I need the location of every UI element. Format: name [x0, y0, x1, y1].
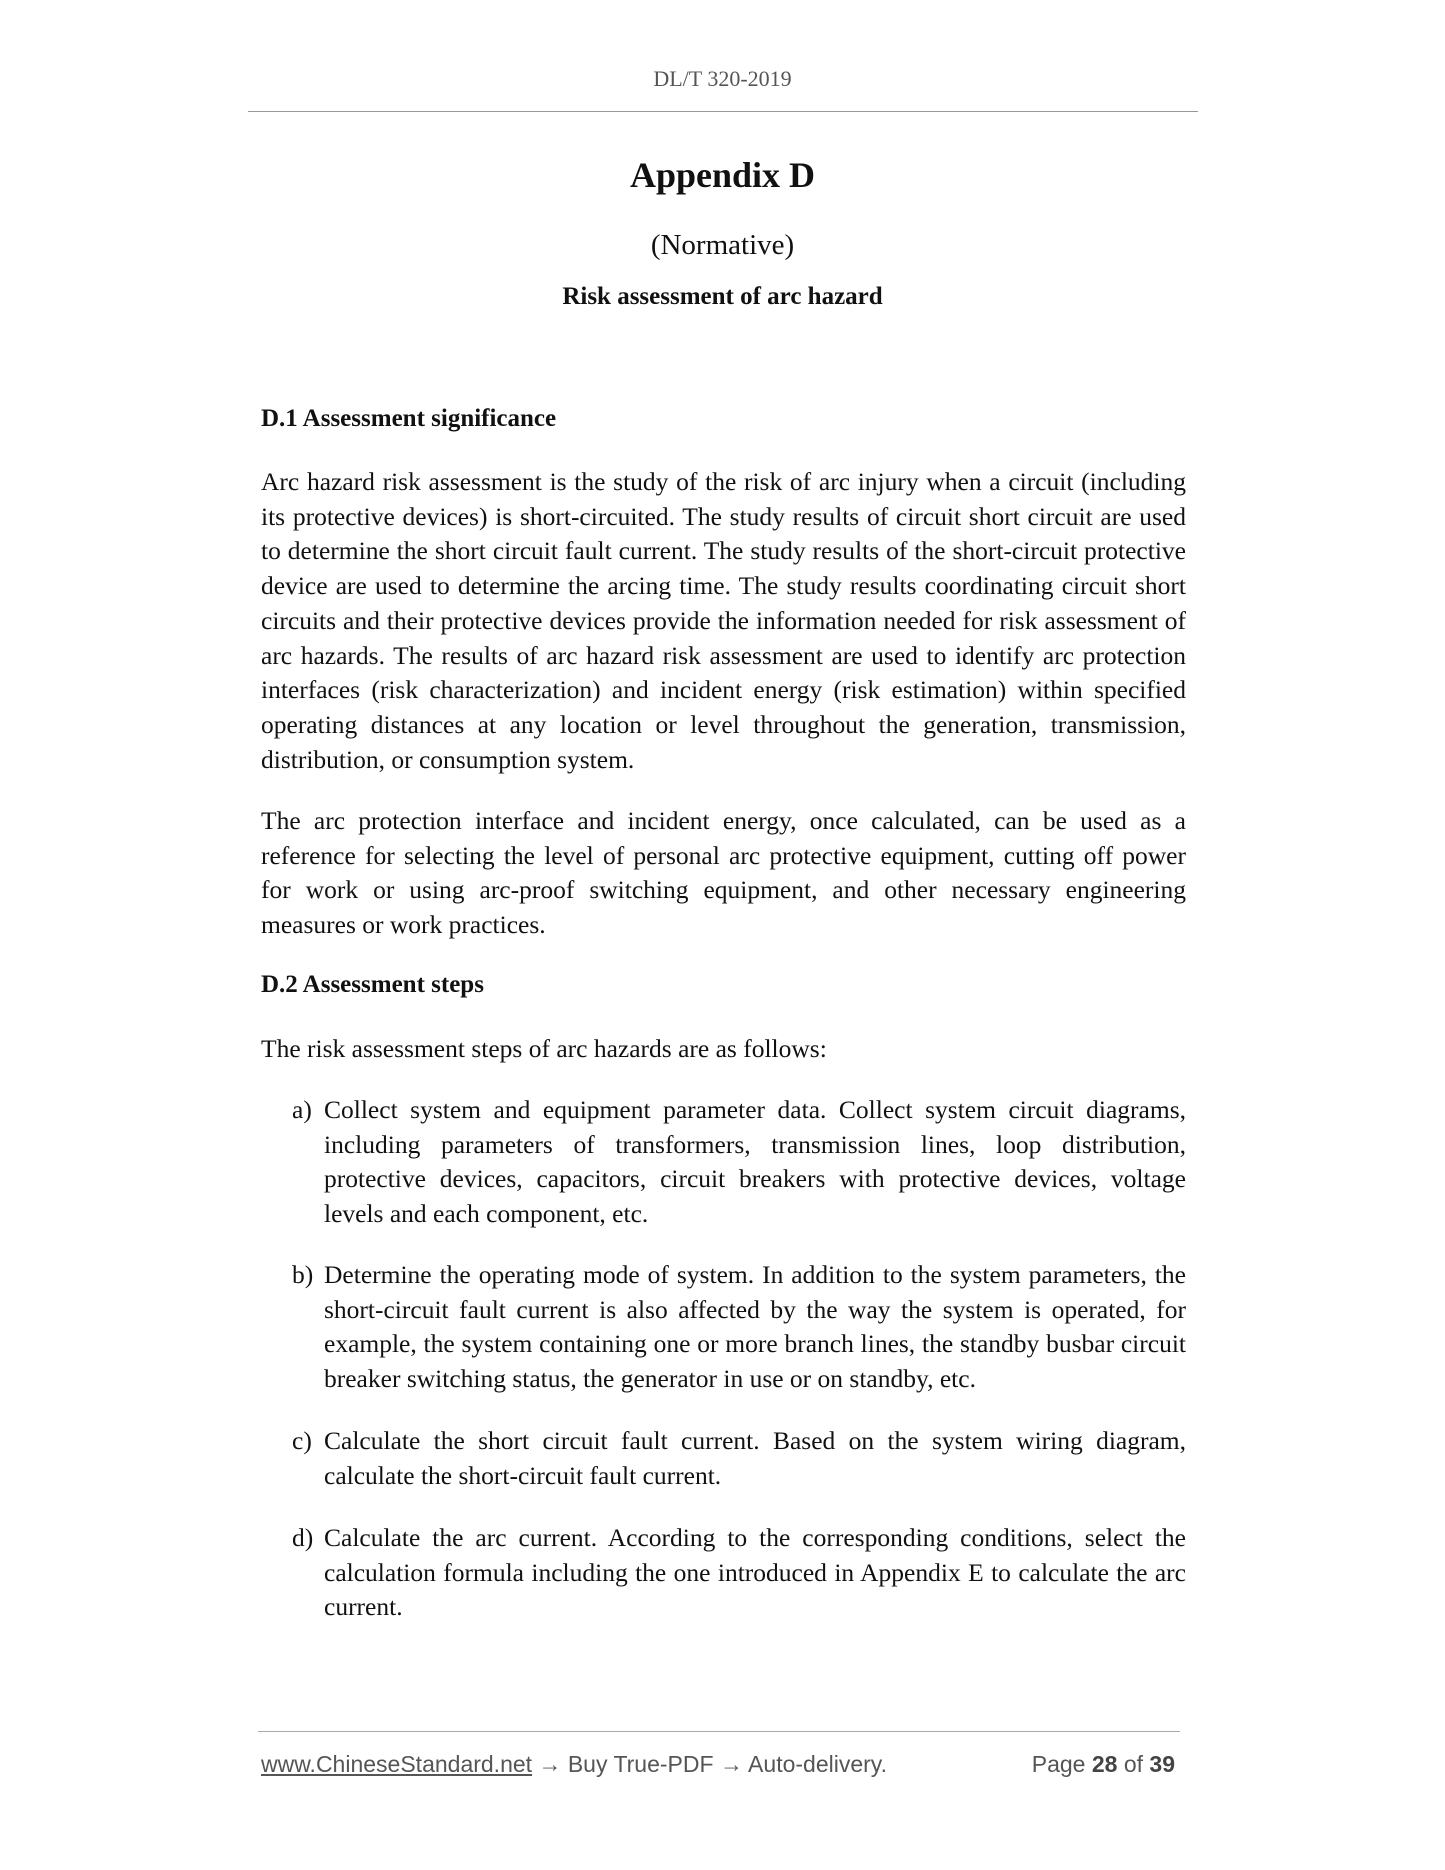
document-id-header: DL/T 320-2019	[653, 66, 792, 91]
total-pages: 39	[1149, 1751, 1175, 1777]
website-link[interactable]: www.ChineseStandard.net	[261, 1751, 533, 1777]
list-item	[292, 1521, 1186, 1625]
footer-promo	[261, 1751, 887, 1778]
appendix-subtitle: (Normative)	[650, 229, 795, 261]
current-page: 28	[1091, 1751, 1118, 1777]
list-text: Calculate the arc current. According to the corresponding conditions, select the calculation formula including the one introduced in Appendix E to calculate the arc current.	[324, 1523, 1186, 1622]
list-item	[292, 1424, 1186, 1493]
footer	[261, 1751, 1181, 1778]
appendix-heading: Risk assessment of arc hazard	[562, 283, 883, 310]
section-heading-d1: D.1 Assessment significance	[261, 405, 557, 432]
list-text: Calculate the short circuit fault current. Based on the system wiring diagram, calculate the short-circuit fault current.	[324, 1426, 1186, 1490]
list-item	[292, 1258, 1186, 1397]
section-heading-d2: D.2 Assessment steps	[261, 971, 484, 998]
list-label: a)	[292, 1095, 312, 1124]
list-item	[292, 1093, 1186, 1232]
list-text: Determine the operating mode of system. In addition to the system parameters, the short-circuit fault current is also affected by the way the system is operated, for example, the system containing one or more branch lines, the standby busbar circuit breaker switching status, the generator in use or on standby, etc.	[324, 1260, 1186, 1394]
list-label: c)	[292, 1426, 312, 1455]
footer-divider	[258, 1731, 1180, 1732]
page-label: Page	[1031, 1751, 1086, 1777]
header-divider	[248, 111, 1198, 112]
paragraph: The risk assessment steps of arc hazards are as follows:	[261, 1034, 827, 1063]
page-number	[1032, 1751, 1181, 1778]
list-text: Collect system and equipment parameter data. Collect system circuit diagrams, including parameters of transformers, transmission lines, loop distribution, protective devices, capacitors, circuit breakers with protective devices, voltage levels and each component, etc.	[324, 1095, 1186, 1229]
paragraph: The arc protection interface and incident energy, once calculated, can be used as a reference for selecting the level of personal arc protective equipment, cutting off power for work or using arc-proof switching equipment, and other necessary engineering measures or work practices.	[261, 806, 1186, 940]
list-label: d)	[292, 1523, 314, 1552]
appendix-title: Appendix D	[629, 155, 816, 195]
of-label: of	[1123, 1751, 1144, 1777]
paragraph: Arc hazard risk assessment is the study of the risk of arc injury when a circuit (including its protective devices) is short-circuited. The study results of circuit short circuit are used to determine the short circuit fault current. The study results of the short-circuit protective device are used to determine the arcing time. The study results coordinating circuit short circuits and their protective devices provide the information needed for risk assessment of arc hazards. The results of arc hazard risk assessment are used to identify arc protection interfaces (risk characterization) and incident energy (risk estimation) within specified operating distances at any location or level throughout the generation, transmission, distribution, or consumption system.	[261, 467, 1186, 774]
list-label: b)	[292, 1260, 314, 1289]
footer-promo-text: → Buy True-PDF → Auto-delivery.	[538, 1751, 887, 1777]
